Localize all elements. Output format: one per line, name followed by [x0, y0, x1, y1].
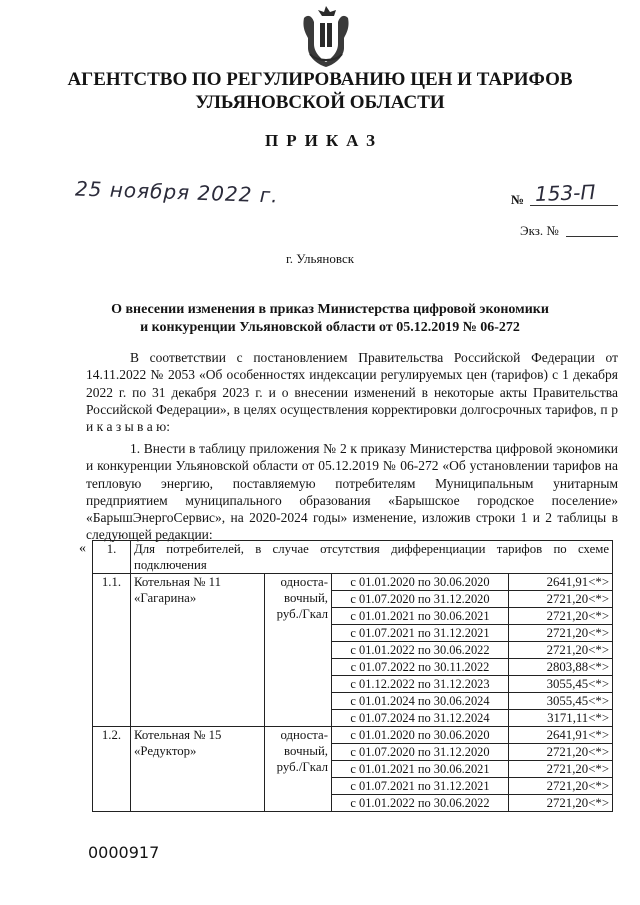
- document-type-title: ПРИКАЗ: [265, 131, 383, 150]
- tariff-value: 3171,11<*>: [509, 710, 613, 727]
- row-group-number: 1.1.: [93, 574, 131, 727]
- body-paragraph-1: В соответствии с постановлением Правительства Российской Федерации от 14.11.2022 № 2053 «Об особенностях индексации регулируемых цен (тарифов) с 1 декабря 2022 г. по 31 декабря 2023 г. и о внесении изменений в некоторые акты Правительства Российской Федерации», в целях осуществления корректировки долгосрочных тарифов, п р и к а з ы в а ю:: [86, 350, 618, 435]
- tariff-period: с 01.07.2020 по 31.12.2020: [332, 744, 509, 761]
- tariff-value: 2721,20<*>: [509, 642, 613, 659]
- tariff-period: с 01.07.2021 по 31.12.2021: [332, 625, 509, 642]
- order-subject: [100, 301, 560, 337]
- city-name: г. Ульяновск: [285, 251, 355, 266]
- copy-number-underline: [566, 236, 618, 237]
- tariff-period: с 01.01.2022 по 30.06.2022: [332, 795, 509, 812]
- tariff-period: с 01.07.2024 по 31.12.2024: [332, 710, 509, 727]
- coat-of-arms-icon: [300, 4, 352, 68]
- table-row: [93, 574, 613, 591]
- organization-name: [0, 68, 640, 114]
- tariff-value: 2721,20<*>: [509, 744, 613, 761]
- header-row-text: Для потребителей, в случае отсутствия дифференциации тарифов по схеме подключения: [131, 541, 613, 574]
- tariff-value: 2721,20<*>: [509, 761, 613, 778]
- body-paragraph-2: 1. Внести в таблицу приложения № 2 к приказу Министерства цифровой экономики и конкуренции Ульяновской области от 05.12.2019 № 06-272 «Об установлении тарифов на тепловую энергию, поставляемую потребителям Муниципальным унитарным предприятием муниципального образования «Барышское городское поселение» «БарышЭнергоСервис», на 2020-2024 годы» изменение, изложив строки 1 и 2 таблицы в следующей редакции:: [86, 441, 618, 543]
- tariff-period: с 01.01.2021 по 30.06.2021: [332, 608, 509, 625]
- tariff-period: с 01.07.2020 по 31.12.2020: [332, 591, 509, 608]
- tariff-period: с 01.01.2021 по 30.06.2021: [332, 761, 509, 778]
- tariff-value: 2641,91<*>: [509, 574, 613, 591]
- order-number-underline: [530, 205, 618, 206]
- header-row-number: 1.: [93, 541, 131, 574]
- tariff-value: 2721,20<*>: [509, 625, 613, 642]
- org-line-2: УЛЬЯНОВСКОЙ ОБЛАСТИ: [195, 92, 445, 113]
- tariff-value: 2721,20<*>: [509, 795, 613, 812]
- table-header-row: [93, 541, 613, 574]
- tariff-period: с 01.01.2020 по 30.06.2020: [332, 574, 509, 591]
- boiler-name: Котельная № 15 «Редуктор»: [131, 727, 265, 812]
- org-line-1: АГЕНТСТВО ПО РЕГУЛИРОВАНИЮ ЦЕН И ТАРИФОВ: [67, 69, 573, 90]
- tariff-value: 2721,20<*>: [509, 778, 613, 795]
- order-number-label: №: [511, 192, 525, 207]
- handwritten-order-number: 153-П: [534, 179, 596, 207]
- tariff-value: 2721,20<*>: [509, 591, 613, 608]
- table-row: [93, 727, 613, 744]
- tariff-period: с 01.07.2021 по 31.12.2021: [332, 778, 509, 795]
- handwritten-date: 25 ноября 2022 г.: [74, 176, 280, 208]
- tariff-value: 2803,88<*>: [509, 659, 613, 676]
- tariff-period: с 01.01.2022 по 30.06.2022: [332, 642, 509, 659]
- tariff-period: с 01.01.2024 по 30.06.2024: [332, 693, 509, 710]
- tariff-period: с 01.01.2020 по 30.06.2020: [332, 727, 509, 744]
- tariff-unit: односта-вочный, руб./Гкал: [265, 574, 332, 727]
- tariff-unit: односта-вочный, руб./Гкал: [265, 727, 332, 812]
- tariff-table: [92, 540, 613, 812]
- document-code: 0000917: [88, 843, 160, 862]
- tariff-value: 2641,91<*>: [509, 727, 613, 744]
- subject-line-1: О внесении изменения в приказ Министерства цифровой экономики: [111, 302, 549, 317]
- row-group-number: 1.2.: [93, 727, 131, 812]
- tariff-value: 2721,20<*>: [509, 608, 613, 625]
- tariff-period: с 01.07.2022 по 30.11.2022: [332, 659, 509, 676]
- tariff-value: 3055,45<*>: [509, 676, 613, 693]
- tariff-value: 3055,45<*>: [509, 693, 613, 710]
- table-quote-open: «: [79, 541, 86, 556]
- tariff-table-body: [93, 541, 613, 812]
- tariff-period: с 01.12.2022 по 31.12.2023: [332, 676, 509, 693]
- copy-number-label: Экз. №: [520, 223, 559, 238]
- subject-line-2: и конкуренции Ульяновской области от 05.12.2019 № 06-272: [140, 320, 520, 335]
- boiler-name: Котельная № 11 «Гагарина»: [131, 574, 265, 727]
